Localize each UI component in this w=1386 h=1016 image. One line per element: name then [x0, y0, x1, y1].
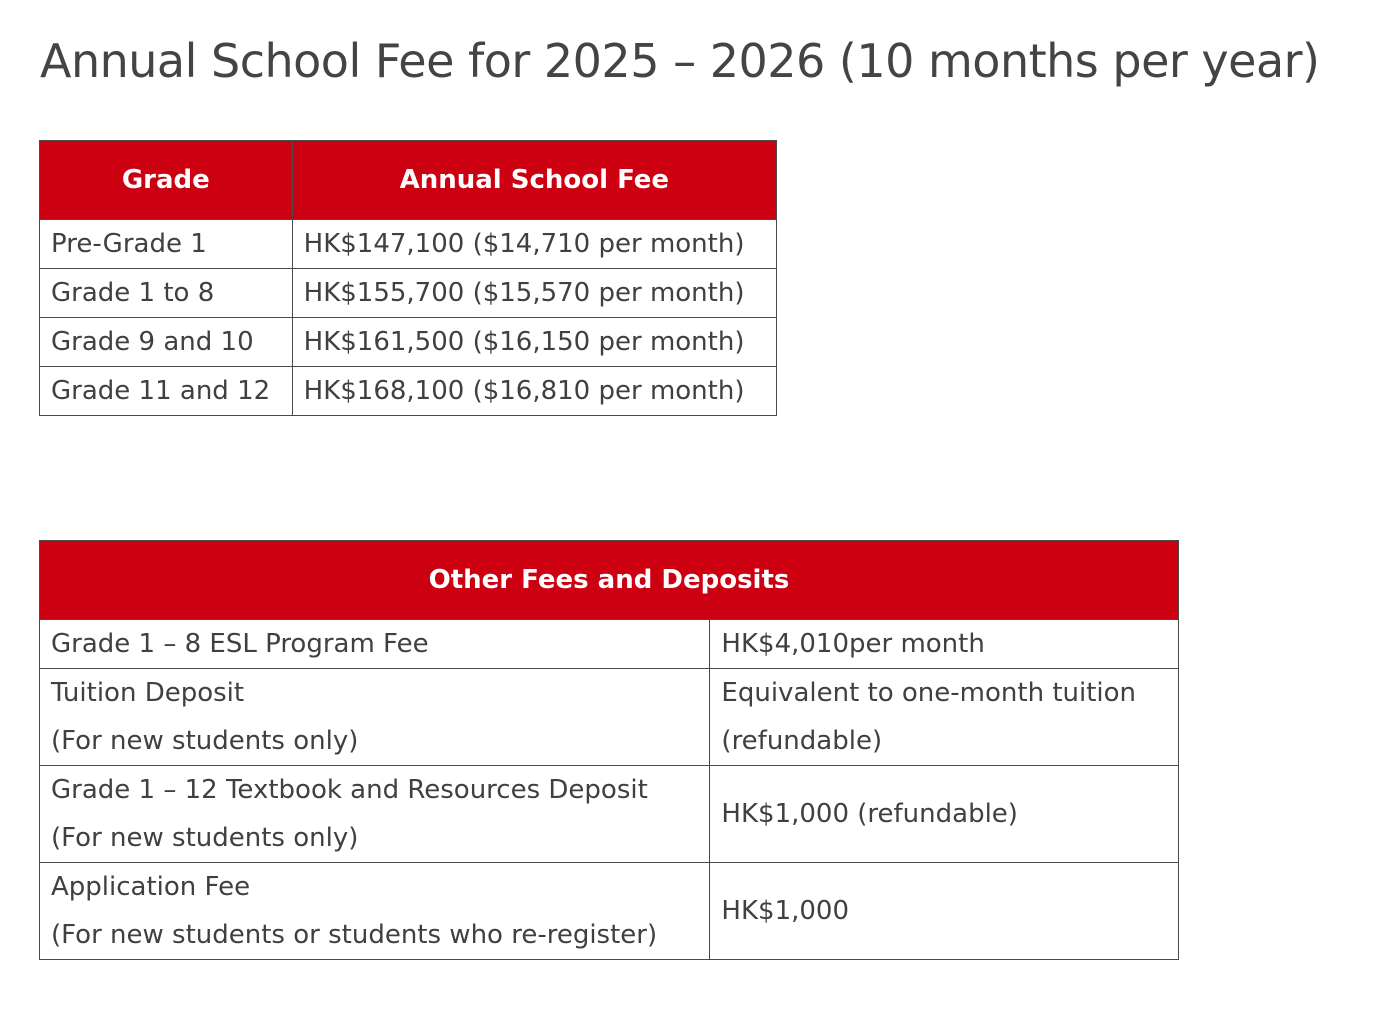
- fee-item-cell: [40, 669, 710, 766]
- table-row: [40, 220, 777, 269]
- fee-value-cell: [710, 669, 1179, 766]
- fee-cell: HK$155,700 ($15,570 per month): [292, 269, 776, 318]
- annual-fee-table: [39, 140, 777, 416]
- fee-item-cell: [40, 863, 710, 960]
- column-header-grade: Grade: [40, 141, 293, 220]
- fee-item-label: Application Fee: [51, 872, 251, 902]
- fee-value: Equivalent to one-month tuition: [721, 678, 1137, 708]
- fee-item-cell: [40, 620, 710, 669]
- fee-item-note: (For new students only): [51, 726, 359, 756]
- table-header-row: [40, 141, 777, 220]
- fee-cell: HK$161,500 ($16,150 per month): [292, 318, 776, 367]
- table-row: [40, 620, 1179, 669]
- grade-cell: Grade 9 and 10: [40, 318, 293, 367]
- table-row: [40, 318, 777, 367]
- grade-cell: Grade 11 and 12: [40, 367, 293, 416]
- column-header-annual-fee: Annual School Fee: [292, 141, 776, 220]
- fee-value: HK$4,010per month: [721, 629, 985, 659]
- fee-value-cell: [710, 863, 1179, 960]
- fee-cell: HK$168,100 ($16,810 per month): [292, 367, 776, 416]
- fee-item-label: Grade 1 – 8 ESL Program Fee: [51, 629, 429, 659]
- fee-item-label: Tuition Deposit: [51, 678, 245, 708]
- fee-item-cell: [40, 766, 710, 863]
- fee-value-cell: [710, 620, 1179, 669]
- grade-cell: Pre-Grade 1: [40, 220, 293, 269]
- other-fees-header: Other Fees and Deposits: [40, 541, 1179, 620]
- fee-value: HK$1,000: [721, 896, 849, 926]
- fee-item-note: (For new students or students who re-register): [51, 920, 658, 950]
- fee-value: HK$1,000 (refundable): [721, 799, 1018, 829]
- fee-item-note: (For new students only): [51, 823, 359, 853]
- table-row: [40, 669, 1179, 766]
- table-header-row: [40, 541, 1179, 620]
- fee-item-label: Grade 1 – 12 Textbook and Resources Deposit: [51, 775, 648, 805]
- fee-value-note: (refundable): [721, 726, 883, 756]
- fee-cell: HK$147,100 ($14,710 per month): [292, 220, 776, 269]
- table-row: [40, 269, 777, 318]
- page-title: Annual School Fee for 2025 – 2026 (10 months per year): [40, 34, 1320, 88]
- table-row: [40, 367, 777, 416]
- fee-value-cell: [710, 766, 1179, 863]
- grade-cell: Grade 1 to 8: [40, 269, 293, 318]
- table-row: [40, 863, 1179, 960]
- table-row: [40, 766, 1179, 863]
- other-fees-table: [39, 540, 1179, 960]
